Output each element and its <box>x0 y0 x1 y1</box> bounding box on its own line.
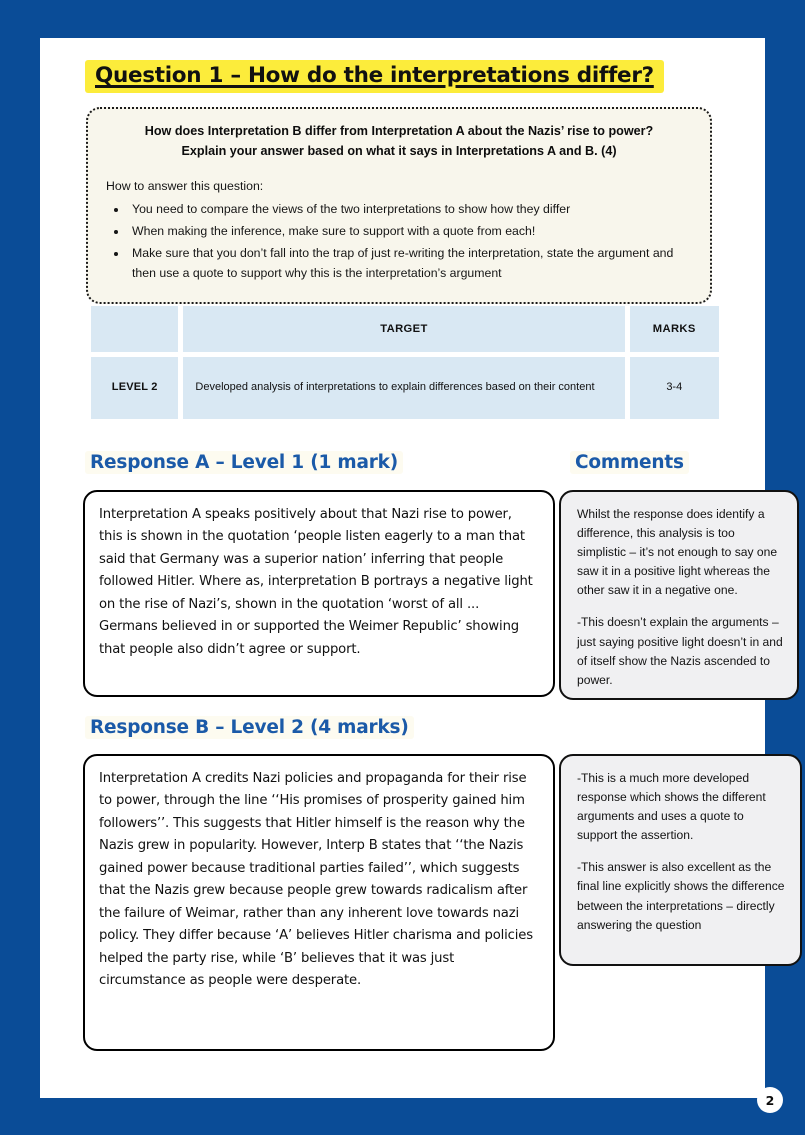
comment-a-text <box>577 505 783 690</box>
comment-a-paragraph-1: Whilst the response does identify a difference, this analysis is too simplistic – it’s not enough to say one saw it in a positive light whereas the other saw it in a negative one. <box>577 507 778 598</box>
response-a-text: Interpretation A speaks positively about that Nazi rise to power, this is shown in the quotation ‘people listen eagerly to a man that said that Germany was a superior nation’ inferring that people followed Hitler. Where as, interpretation B portrays a negative light on the rise of Nazi’s, shown in the quotation ‘worst of all ... Germans believed in or supported the Weimer Republic’ showing that people also didn’t agree or support. <box>99 507 533 657</box>
list-item: • Make sure that you don’t fall into the trap of just re-writing the interpretation, state the argument and then use a quote to support why this is the interpretation’s argument <box>128 244 692 284</box>
comment-b-box <box>559 754 802 966</box>
page-title <box>85 60 664 93</box>
comments-heading: Comments <box>570 451 689 474</box>
table-row <box>91 357 719 419</box>
question-prompt-line-1: How does Interpretation B differ from Interpretation A about the Nazis’ rise to power? <box>144 124 654 138</box>
table-header-marks: MARKS <box>630 306 719 352</box>
document-sheet <box>40 38 785 1098</box>
list-item: • You need to compare the views of the two interpretations to show how they differ <box>128 200 692 220</box>
comment-b-paragraph-2: -This answer is also excellent as the final line explicitly shows the difference between the interpretations – directly answering the question <box>577 860 785 932</box>
page-title-text: Question 1 – How do the interpretations differ? <box>95 63 654 88</box>
question-box <box>86 107 712 304</box>
response-b-box <box>83 754 555 1051</box>
page-number-badge: 2 <box>757 1087 783 1113</box>
table-header-target: TARGET <box>183 306 624 352</box>
question-prompt-line-2: Explain your answer based on what it says in Interpretations A and B. (4) <box>181 144 617 159</box>
table-header-blank <box>91 306 178 352</box>
howto-label: How to answer this question: <box>106 179 264 194</box>
response-b-text: Interpretation A credits Nazi policies and propaganda for their rise to power, through the line ‘‘His promises of prosperity gained him followers’’. This suggests that Hitler himself is the reason why the Nazis grew in popularity. However, Interp B states that ‘‘the Nazis gained power because traditional parties failed’’, which suggests that the Nazis grew because people grew towards radicalism after the failure of Weimar, rather than any inherent love towards nazi policy. They differ because ‘A’ believes Hitler charisma and policies helped the party rise, while ‘B’ believes that it was just circumstance as people were desperate. <box>99 771 533 988</box>
comment-b-paragraph-1: -This is a much more developed response which shows the different arguments and uses a quote to support the assertion. <box>577 771 766 843</box>
table-cell-target: Developed analysis of interpretations to explain differences based on their content <box>183 357 624 419</box>
comment-a-box <box>559 490 799 700</box>
response-a-heading: Response A – Level 1 (1 mark) <box>85 451 403 474</box>
comment-a-paragraph-2: -This doesn’t explain the arguments – just saying positive light doesn’t in and of itself show the Nazis ascended to power. <box>577 615 783 687</box>
mark-scheme-table <box>86 301 724 424</box>
howto-bullet-list <box>106 200 692 284</box>
table-cell-marks: 3-4 <box>630 357 719 419</box>
response-a-box <box>83 490 555 697</box>
comment-b-text <box>577 769 786 935</box>
response-b-heading: Response B – Level 2 (4 marks) <box>85 716 414 739</box>
list-item: • When making the inference, make sure to support with a quote from each! <box>128 222 692 242</box>
title-highlight <box>85 60 664 93</box>
table-cell-level: LEVEL 2 <box>91 357 178 419</box>
table-header-row <box>91 306 719 352</box>
question-prompt <box>106 121 692 161</box>
